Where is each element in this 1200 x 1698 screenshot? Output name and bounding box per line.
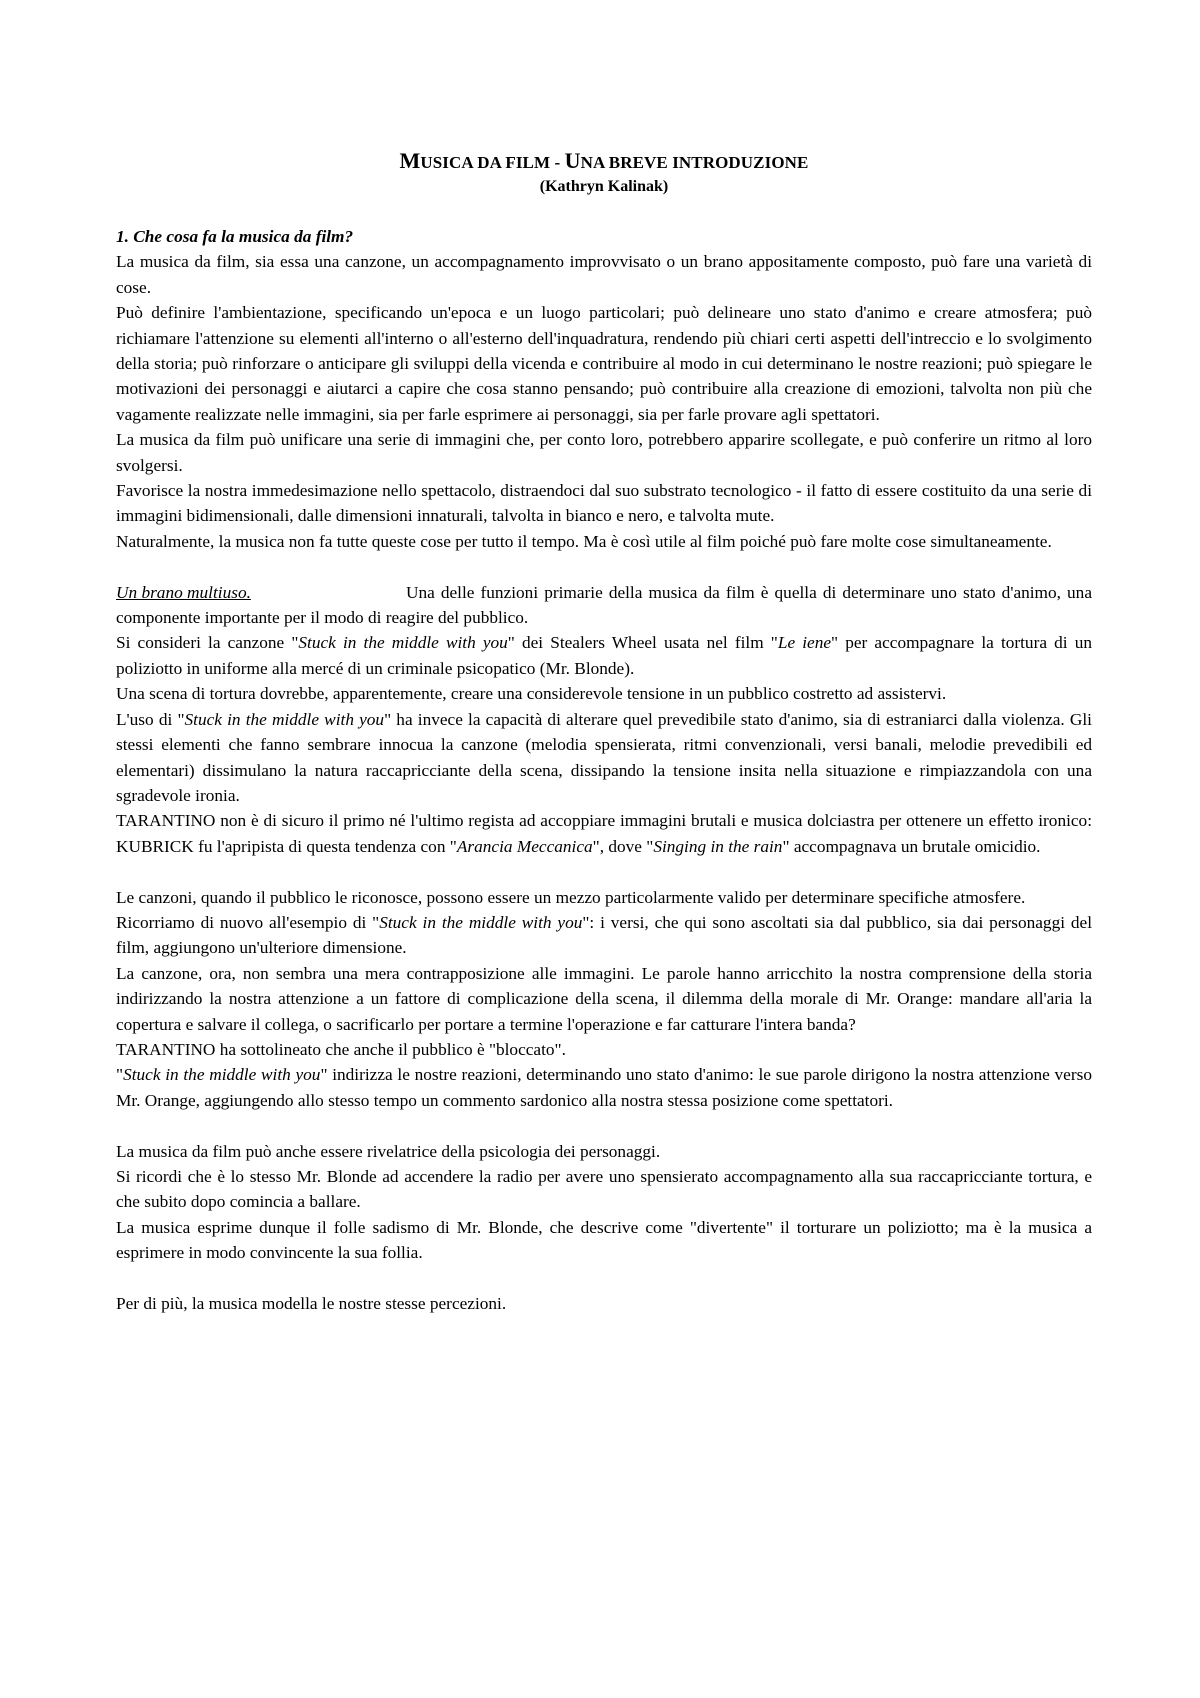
title-initial-1: M (399, 148, 421, 173)
text-run: " accompagnava un brutale omicidio. (782, 836, 1041, 856)
text-run: Ricorriamo di nuovo all'esempio di " (116, 912, 380, 932)
paragraph: Naturalmente, la musica non fa tutte queste cose per tutto il tempo. Ma è così utile al film poiché può fare molte cose simultaneamente. (116, 531, 1052, 551)
title-part-1: USICA DA FILM - (420, 153, 565, 172)
paragraph: La musica da film può unificare una serie di immagini che, per conto loro, potrebbero apparire scollegate, e può conferire un ritmo al loro svolgersi. (116, 430, 1092, 475)
song-title: Stuck in the middle with you (298, 633, 508, 653)
paragraph (116, 910, 1092, 961)
paragraph: La musica da film, sia essa una canzone, un accompagnamento improvvisato o un brano appositamente composto, può fare una varietà di cose. (116, 252, 1092, 297)
paragraph: Le canzoni, quando il pubblico le riconosce, possono essere un mezzo particolarmente valido per determinare specifiche atmosfere. (116, 887, 1026, 907)
text-run: " indirizza le nostre reazioni, determinando uno stato d'animo: le sue parole dirigono la nostra attenzione verso Mr. Orange, aggiungendo allo stesso tempo un commento sardonico alla nostra stessa posizione come spettatori. (116, 1065, 1092, 1110)
paragraph (116, 1062, 1092, 1113)
spacer (116, 1266, 1092, 1291)
paragraph: Si ricordi che è lo stesso Mr. Blonde ad accendere la radio per avere uno spensierato accompagnamento alla sua raccapricciante tortura, e che subito dopo comincia a ballare. (116, 1166, 1092, 1212)
song-title: Stuck in the middle with you (123, 1065, 321, 1085)
document-title (116, 148, 1092, 176)
film-title: Le iene (777, 633, 832, 653)
text-run: TARANTINO non è di sicuro il primo né l'ultimo regista ad accoppiare immagini brutali e musica dolciastra per ottenere un effetto ironico: KUBRICK fu l'apripista di questa tendenza con " (116, 811, 1092, 856)
document-author: (Kathryn Kalinak) (539, 178, 669, 195)
paragraph: La musica da film può anche essere rivelatrice della psicologia dei personaggi. (116, 1141, 661, 1161)
song-title: Stuck in the middle with you (184, 709, 385, 729)
text-run: " per accompagnare la tortura di un poliziotto in uniforme alla mercé di un criminale psicopatico (Mr. Blonde). (116, 633, 1092, 678)
paragraph-text: Una delle funzioni primarie della musica da film è quella di determinare uno stato d'animo, una componente importante per il modo di reagire del pubblico. (116, 582, 1092, 628)
section-heading: 1. Che cosa fa la musica da film? (116, 227, 354, 246)
text-run: ", dove " (592, 836, 654, 856)
subsection-label: Un brano multiuso. (116, 582, 251, 602)
paragraph: Una scena di tortura dovrebbe, apparentemente, creare una considerevole tensione in un pubblico costretto ad assistervi. (116, 684, 947, 704)
paragraph (116, 808, 1092, 859)
title-initial-2: U (564, 148, 581, 173)
paragraph: Può definire l'ambientazione, specificando un'epoca e un luogo particolari; può delineare uno stato d'animo e creare atmosfera; può richiamare l'attenzione su elementi all'interno o all'esterno dell'inquadratura, rendendo più chiari certi aspetti dell'intreccio e lo svolgimento della storia; può rinforzare o anticipare gli sviluppi della vicenda e contribuire al modo in cui determinano le nostre reazioni; può spiegare le motivazioni dei personaggi e aiutarci a capire che cosa stanno pensando; può contribuire alla creazione di emozioni, talvolta non più che vagamente realizzate nelle immagini, sia per farle esprimere ai personaggi, sia per farle provare agli spettatori. (116, 303, 1092, 424)
paragraph (116, 707, 1092, 809)
song-title: Singing in the rain (653, 836, 783, 856)
spacer (116, 859, 1092, 884)
document-page (116, 148, 1092, 1316)
text-run: L'uso di " (116, 709, 185, 729)
title-part-2: NA BREVE INTRODUZIONE (580, 153, 809, 172)
paragraph: Per di più, la musica modella le nostre stesse percezioni. (116, 1294, 507, 1313)
paragraph: La canzone, ora, non sembra una mera contrapposizione alle immagini. Le parole hanno arricchito la nostra comprensione della storia indirizzando la nostra attenzione a un fattore di complicazione della scena, il dilemma della morale di Mr. Orange: mandare all'aria la copertura e salvare il collega, o sacrificarlo per portare a termine l'operazione e far catturare l'intera banda? (116, 963, 1092, 1034)
text-run: " dei Stealers Wheel usata nel film " (507, 633, 778, 653)
spacer (116, 554, 1092, 579)
text-run: " (116, 1065, 124, 1085)
paragraph: Favorisce la nostra immedesimazione nello spettacolo, distraendoci dal suo substrato tecnologico - il fatto di essere costituito da una serie di immagini bidimensionali, dalle dimensioni innaturali, talvolta in bianco e nero, e talvolta mute. (116, 481, 1092, 526)
text-run: Si consideri la canzone " (116, 633, 299, 653)
text-run: " ha invece la capacità di alterare quel prevedibile stato d'animo, sia di estraniarci dalla violenza. Gli stessi elementi che fanno sembrare innocua la canzone (melodia spensierata, ritmi convenzionali, versi banali, melodie prevedibili ed elementari) dissimulano la natura raccapricciante della scena, dissipando la tensione insita nella situazione e rimpiazzandola con una sgradevole ironia. (116, 709, 1092, 805)
spacer (116, 1113, 1092, 1138)
paragraph: La musica esprime dunque il folle sadismo di Mr. Blonde, che descrive come "divertente" il torturare un poliziotto; ma è la musica a esprimere in modo convincente la sua follia. (116, 1217, 1092, 1263)
paragraph (116, 580, 1092, 631)
text-run: ": i versi, che qui sono ascoltati sia dal pubblico, sia dai personaggi del film, aggiungono un'ulteriore dimensione. (116, 912, 1092, 958)
song-title: Stuck in the middle with you (379, 912, 583, 932)
film-title: Arancia Meccanica (456, 836, 593, 856)
paragraph (116, 630, 1092, 681)
paragraph: TARANTINO ha sottolineato che anche il pubblico è "bloccato". (116, 1039, 566, 1059)
